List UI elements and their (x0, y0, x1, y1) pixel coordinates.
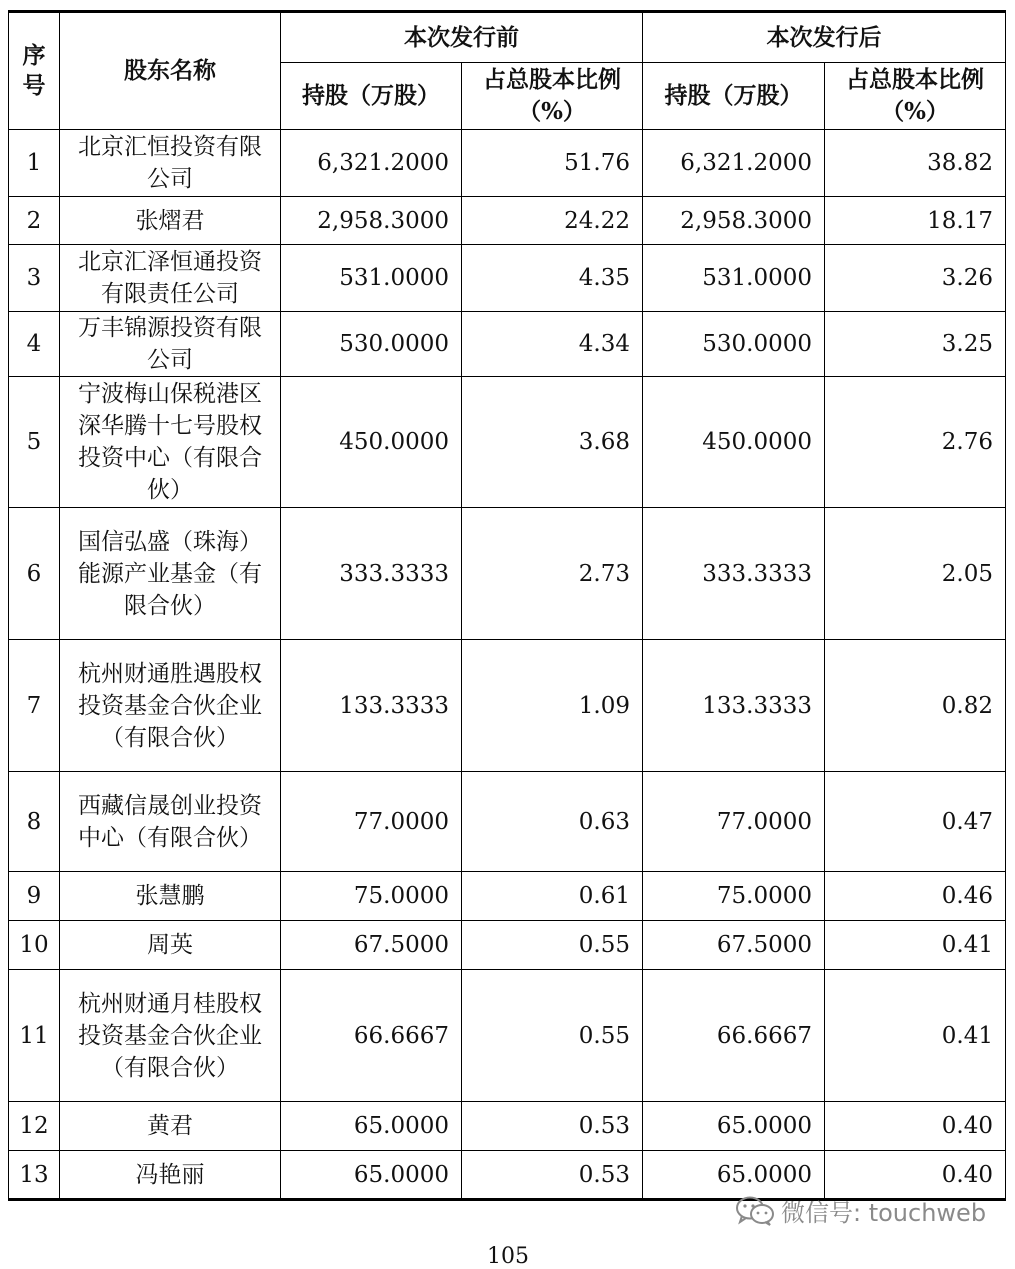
watermark (735, 1193, 986, 1228)
row-after-shares: 133.3333 (643, 640, 825, 772)
row-before-shares: 65.0000 (281, 1102, 462, 1151)
row-after-shares: 65.0000 (643, 1151, 825, 1200)
row-seq: 11 (9, 970, 60, 1102)
row-seq: 6 (9, 508, 60, 640)
header-ratio-line2: （%） (518, 98, 586, 125)
row-after-pct: 0.47 (825, 772, 1006, 872)
row-after-shares: 530.0000 (643, 312, 825, 377)
header-before-ratio (462, 63, 643, 130)
row-before-shares: 133.3333 (281, 640, 462, 772)
row-after-pct: 0.40 (825, 1102, 1006, 1151)
row-seq: 13 (9, 1151, 60, 1200)
table-row (9, 245, 1006, 312)
row-seq: 7 (9, 640, 60, 772)
row-seq: 9 (9, 872, 60, 921)
table-row (9, 872, 1006, 921)
table-row (9, 970, 1006, 1102)
table-body (9, 130, 1006, 1200)
row-before-pct: 4.34 (462, 312, 643, 377)
row-seq: 4 (9, 312, 60, 377)
table-row (9, 921, 1006, 970)
row-after-pct: 2.76 (825, 377, 1006, 508)
row-after-shares: 67.5000 (643, 921, 825, 970)
table-row (9, 640, 1006, 772)
row-after-shares: 2,958.3000 (643, 197, 825, 245)
row-before-shares: 65.0000 (281, 1151, 462, 1200)
row-before-shares: 6,321.2000 (281, 130, 462, 197)
row-after-shares: 531.0000 (643, 245, 825, 312)
header-before-shares: 持股（万股） (281, 63, 462, 130)
wechat-icon (735, 1195, 775, 1227)
row-before-shares: 531.0000 (281, 245, 462, 312)
row-before-pct: 4.35 (462, 245, 643, 312)
row-name: 北京汇恒投资有限公司 (60, 130, 281, 197)
header-ratio-line1: 占总股本比例 (483, 66, 621, 93)
row-before-shares: 2,958.3000 (281, 197, 462, 245)
table-row (9, 508, 1006, 640)
shareholder-table (8, 10, 1006, 1201)
row-after-shares: 75.0000 (643, 872, 825, 921)
row-after-pct: 0.46 (825, 872, 1006, 921)
row-before-pct: 0.55 (462, 921, 643, 970)
table-row (9, 312, 1006, 377)
table-row (9, 772, 1006, 872)
header-ratio-line2: （%） (881, 98, 949, 125)
row-name: 周英 (60, 921, 281, 970)
row-seq: 5 (9, 377, 60, 508)
row-after-pct: 2.05 (825, 508, 1006, 640)
row-before-shares: 67.5000 (281, 921, 462, 970)
row-before-shares: 530.0000 (281, 312, 462, 377)
row-name: 宁波梅山保税港区深华腾十七号股权投资中心（有限合伙） (60, 377, 281, 508)
row-after-pct: 0.41 (825, 970, 1006, 1102)
table-row (9, 377, 1006, 508)
header-after: 本次发行后 (643, 12, 1006, 63)
row-after-pct: 38.82 (825, 130, 1006, 197)
row-name: 杭州财通胜遇股权投资基金合伙企业（有限合伙） (60, 640, 281, 772)
row-name: 国信弘盛（珠海）能源产业基金（有限合伙） (60, 508, 281, 640)
table-row (9, 1102, 1006, 1151)
row-before-shares: 450.0000 (281, 377, 462, 508)
row-before-pct: 24.22 (462, 197, 643, 245)
row-seq: 8 (9, 772, 60, 872)
header-before: 本次发行前 (281, 12, 643, 63)
row-seq: 2 (9, 197, 60, 245)
row-name: 西藏信晟创业投资中心（有限合伙） (60, 772, 281, 872)
header-seq: 序号 (9, 12, 60, 130)
row-after-shares: 66.6667 (643, 970, 825, 1102)
table-row (9, 197, 1006, 245)
row-before-pct: 1.09 (462, 640, 643, 772)
row-after-pct: 0.82 (825, 640, 1006, 772)
row-seq: 10 (9, 921, 60, 970)
row-before-pct: 51.76 (462, 130, 643, 197)
page-number: 105 (487, 1244, 529, 1269)
row-before-pct: 0.53 (462, 1151, 643, 1200)
row-name: 张慧鹏 (60, 872, 281, 921)
row-before-pct: 0.61 (462, 872, 643, 921)
row-before-pct: 0.53 (462, 1102, 643, 1151)
row-before-shares: 333.3333 (281, 508, 462, 640)
row-name: 张熠君 (60, 197, 281, 245)
row-after-shares: 65.0000 (643, 1102, 825, 1151)
row-before-pct: 3.68 (462, 377, 643, 508)
row-name: 万丰锦源投资有限公司 (60, 312, 281, 377)
watermark-text: 微信号: touchweb (781, 1199, 987, 1227)
row-seq: 3 (9, 245, 60, 312)
row-before-shares: 75.0000 (281, 872, 462, 921)
row-after-shares: 333.3333 (643, 508, 825, 640)
row-name: 北京汇泽恒通投资有限责任公司 (60, 245, 281, 312)
header-after-ratio (825, 63, 1006, 130)
header-row-1 (9, 12, 1006, 63)
row-before-shares: 66.6667 (281, 970, 462, 1102)
row-name: 黄君 (60, 1102, 281, 1151)
row-before-pct: 0.55 (462, 970, 643, 1102)
row-before-pct: 2.73 (462, 508, 643, 640)
row-after-pct: 18.17 (825, 197, 1006, 245)
row-after-shares: 77.0000 (643, 772, 825, 872)
row-before-shares: 77.0000 (281, 772, 462, 872)
row-after-pct: 3.25 (825, 312, 1006, 377)
row-after-pct: 3.26 (825, 245, 1006, 312)
row-after-pct: 0.40 (825, 1151, 1006, 1200)
row-after-shares: 450.0000 (643, 377, 825, 508)
row-after-shares: 6,321.2000 (643, 130, 825, 197)
header-after-shares: 持股（万股） (643, 63, 825, 130)
row-before-pct: 0.63 (462, 772, 643, 872)
header-ratio-line1: 占总股本比例 (846, 66, 984, 93)
row-seq: 12 (9, 1102, 60, 1151)
row-after-pct: 0.41 (825, 921, 1006, 970)
row-seq: 1 (9, 130, 60, 197)
table-row (9, 130, 1006, 197)
row-name: 冯艳丽 (60, 1151, 281, 1200)
header-name: 股东名称 (60, 12, 281, 130)
row-name: 杭州财通月桂股权投资基金合伙企业（有限合伙） (60, 970, 281, 1102)
